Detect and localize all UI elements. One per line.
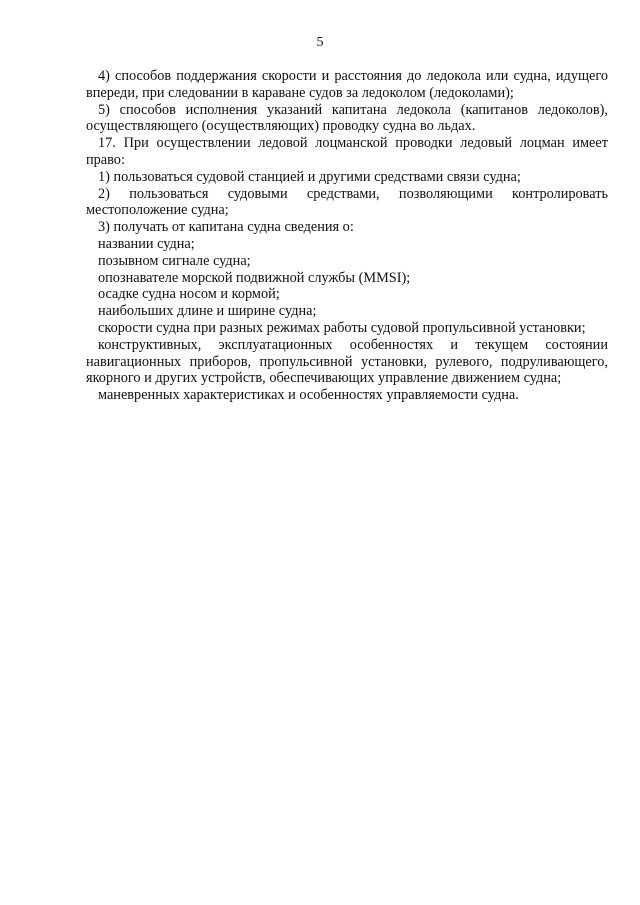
list-item-speed: скорости судна при разных режимах работы судовой пропульсивной установки; [98,319,586,336]
paragraph-right-2: 2) пользоваться судовыми средствами, позволяющими контролировать местоположение судна; [86,185,608,219]
list-item-ship-name: названии судна; [98,235,195,252]
list-item-maneuverability: маневренных характеристиках и особенностях управляемости судна. [98,387,519,404]
paragraph-item-5: 5) способов исполнения указаний капитана ледокола (капитанов ледоколов), осуществляющего (осуществляющих) проводку судна во льдах. [86,101,608,135]
paragraph-right-3: 3) получать от капитана судна сведения о: [98,219,354,236]
paragraph-right-1: 1) пользоваться судовой станцией и другими средствами связи судна; [98,168,521,185]
document-body [86,68,608,404]
list-item-dimensions: наибольших длине и ширине судна; [98,303,317,320]
list-item-draft: осадке судна носом и кормой; [98,286,280,303]
paragraph-clause-17: 17. При осуществлении ледовой лоцманской проводки ледовый лоцман имеет право: [86,135,608,168]
list-item-mmsi: опознавателе морской подвижной службы (MMSI); [98,269,411,286]
list-item-equipment: конструктивных, эксплуатационных особенностях и текущем состоянии навигационных приборов, пропульсивной установки, рулевого, подруливающего, якорного и других устройств, обеспечивающих управление движением судна; [86,336,608,387]
page-number: 5 [316,35,324,50]
list-item-call-sign: позывном сигнале судна; [98,252,251,269]
paragraph-item-4: 4) способов поддержания скорости и расстояния до ледокола или судна, идущего впереди, при следовании в караване судов за ледоколом (ледоколами); [86,68,608,101]
